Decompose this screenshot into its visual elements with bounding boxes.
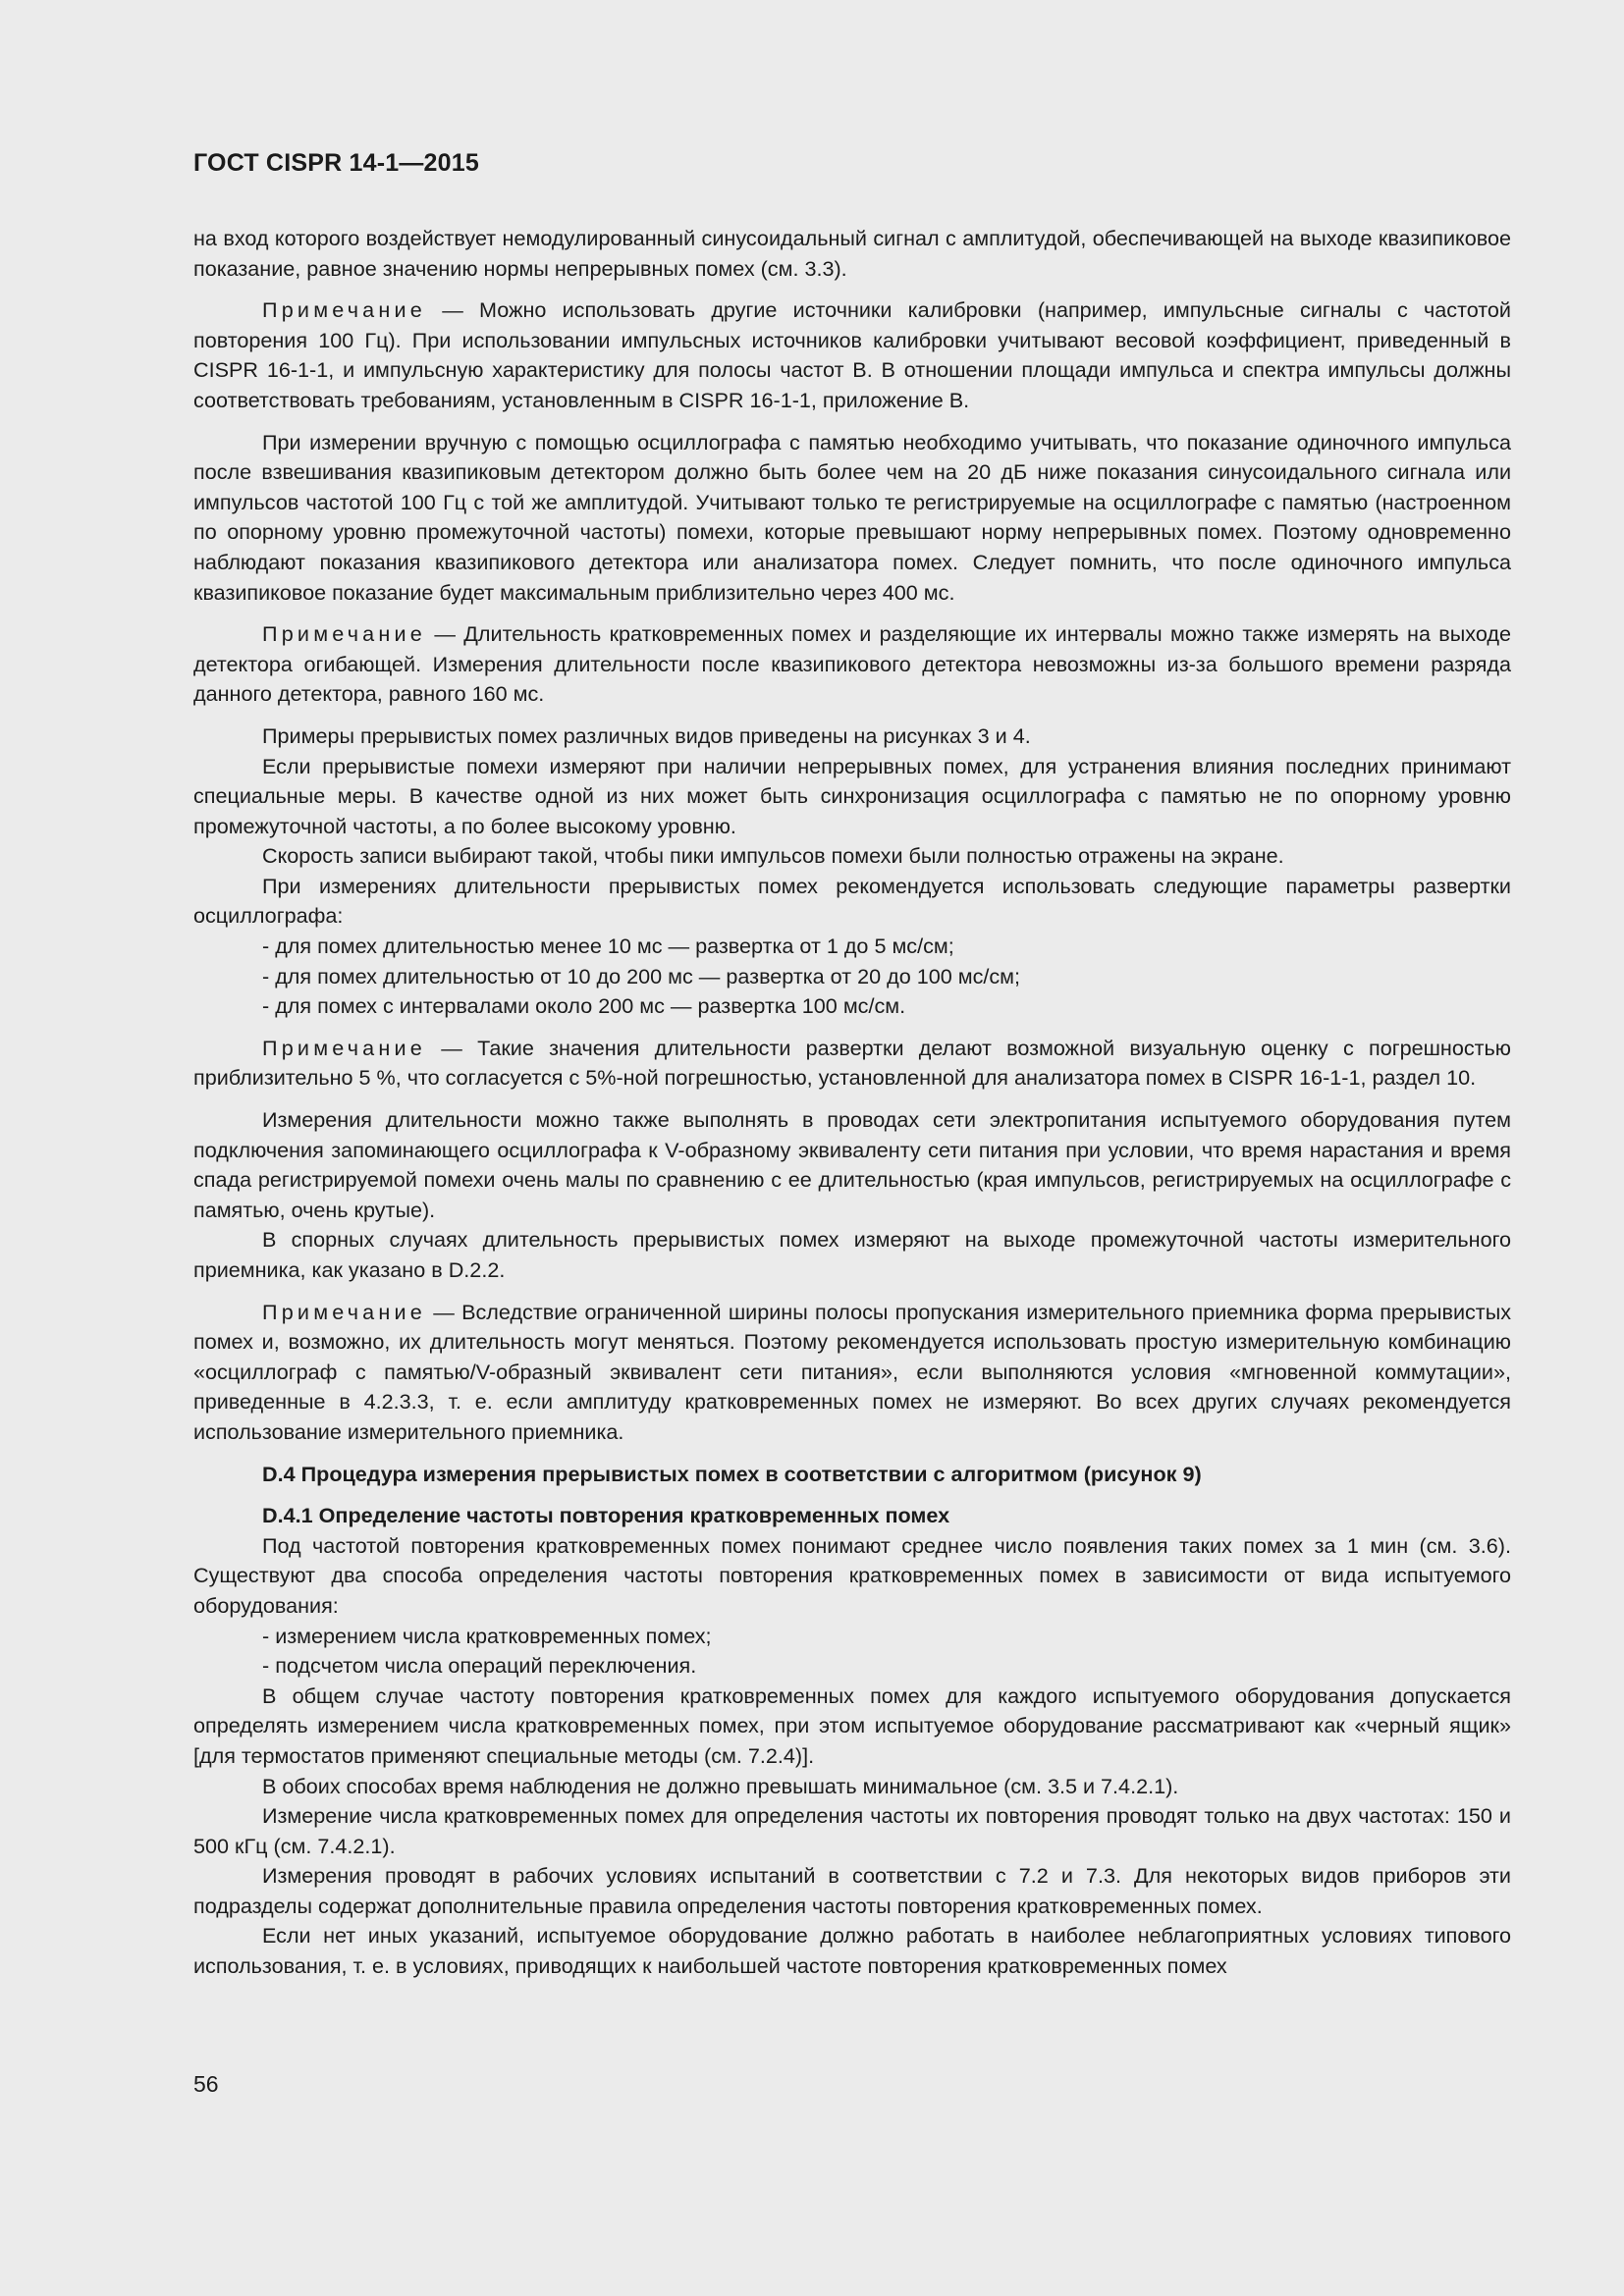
paragraph: Под частотой повторения кратковременных помех понимают среднее число появления таких помех за 1 мин (см. 3.6). Существуют два способа определения частоты повторения кратковременных помех в зависимости от вида испытуемого оборудования: (193, 1532, 1511, 1618)
list-item: - для помех длительностью менее 10 мс — развертка от 1 до 5 мс/см; (262, 934, 954, 959)
note-text: — Вследствие ограниченной ширины полосы пропускания измерительного приемника форма прерывистых помех и, возможно, их длительность могут меняться. Поэтому рекомендуется использовать простую измерительную комбинацию «осциллограф с памятью/V-образный эквивалент сети питания», если выполняются условия «мгновенной коммутации», приведенные в 4.2.3.3, т. е. если амплитуду кратковременных помех не измеряют. Во всех других случаях рекомендуется использование измерительного приемника. (193, 1299, 1512, 1444)
section-heading-d4: D.4 Процедура измерения прерывистых помех в соответствии с алгоритмом (рисунок 9) (262, 1461, 1202, 1486)
document-body (193, 224, 1511, 1982)
list-item: - для помех длительностью от 10 до 200 мс — развертка от 20 до 100 мс/см; (262, 963, 1021, 988)
note-label: Примечание (262, 297, 426, 323)
paragraph: Если прерывистые помехи измеряют при наличии непрерывных помех, для устранения влияния последних принимают специальные меры. В качестве одной из них может быть синхронизация осциллографа с памятью не по опорному уровню промежуточной частоты, а по более высокому уровню. (193, 753, 1511, 838)
paragraph: Примеры прерывистых помех различных видов приведены на рисунках 3 и 4. (262, 722, 1031, 748)
note (193, 1298, 1511, 1448)
paragraph: В обоих способах время наблюдения не должно превышать минимальное (см. 3.5 и 7.4.2.1). (262, 1773, 1179, 1798)
list-item: - для помех с интервалами около 200 мс — развертка 100 мс/см. (262, 993, 906, 1019)
list-item: - измерением числа кратковременных помех; (262, 1623, 712, 1648)
note (193, 619, 1511, 710)
paragraph: Если нет иных указаний, испытуемое оборудование должно работать в наиболее неблагоприятных условиях типового использования, т. е. в условиях, приводящих к наибольшей частоте повторения кратковременных помех (193, 1923, 1511, 1979)
paragraph: Измерение числа кратковременных помех для определения частоты их повторения проводят только на двух частотах: 150 и 500 кГц (см. 7.4.2.1). (193, 1803, 1511, 1858)
list-item: - подсчетом числа операций переключения. (262, 1653, 697, 1679)
page-number: 56 (193, 2071, 219, 2097)
note-label: Примечание (262, 1035, 426, 1060)
document-header: ГОСТ CISPR 14-1—2015 (193, 149, 479, 177)
note-text: — Длительность кратковременных помех и разделяющие их интервалы можно также измерять на выходе детектора огибающей. Измерения длительности после квазипикового детектора невозможны из-за большого времени разряда данного детектора, равного 160 мс. (193, 621, 1511, 707)
note (193, 295, 1511, 415)
paragraph: При измерении вручную с помощью осциллографа с памятью необходимо учитывать, что показание одиночного импульса после взвешивания квазипиковым детектором должно быть более чем на 20 дБ ниже показания синусоидального сигнала или импульсов частотой 100 Гц с той же амплитудой. Учитывают только те регистрируемые на осциллографе с памятью (настроенном по опорному уровню промежуточной частоты) помехи, которые превышают норму непрерывных помех. Поэтому одновременно наблюдают показания квазипикового детектора или анализатора помех. Следует помнить, что после одиночного импульса квазипиковое показание будет максимальным приблизительно через 400 мс. (193, 429, 1511, 605)
note (193, 1034, 1511, 1094)
paragraph: При измерениях длительности прерывистых помех рекомендуется использовать следующие параметры развертки осциллографа: (193, 873, 1511, 929)
paragraph: на вход которого воздействует немодулированный синусоидальный сигнал с амплитудой, обеспечивающей на выходе квазипиковое показание, равное значению нормы непрерывных помех (см. 3.3). (193, 226, 1511, 281)
note-text: — Можно использовать другие источники калибровки (например, импульсные сигналы с частотой повторения 100 Гц). При использовании импульсных источников калибровки учитывают весовой коэффициент, приведенный в CISPR 16-1-1, и импульсную характеристику для полосы частот В. В отношении площади импульса и спектра импульсы должны соответствовать требованиям, установленным в CISPR 16-1-1, приложение В. (193, 297, 1511, 412)
section-heading-d41: D.4.1 Определение частоты повторения кратковременных помех (262, 1503, 950, 1528)
note-label: Примечание (262, 1299, 426, 1324)
note-text: — Такие значения длительности развертки делают возможной визуальную оценку с погрешностью приблизительно 5 %, что согласуется с 5%-ной погрешностью, установленной для анализатора помех в CISPR 16-1-1, раздел 10. (193, 1035, 1511, 1091)
note-label: Примечание (262, 621, 426, 647)
paragraph: В общем случае частоту повторения кратковременных помех для каждого испытуемого оборудования допускается определять измерением числа кратковременных помех, при этом испытуемое оборудование рассматривают как «черный ящик» [для термостатов применяют специальные методы (см. 7.2.4)]. (193, 1682, 1511, 1768)
paragraph: Измерения длительности можно также выполнять в проводах сети электропитания испытуемого оборудования путем подключения запоминающего осциллографа к V-образному эквиваленту сети питания при условии, что время нарастания и время спада регистрируемой помехи очень малы по сравнению с ее длительностью (края импульсов, регистрируемых на осциллографе с памятью, очень крутые). (193, 1107, 1511, 1222)
paragraph: В спорных случаях длительность прерывистых помех измеряют на выходе промежуточной частоты измерительного приемника, как указано в D.2.2. (193, 1227, 1511, 1282)
paragraph: Скорость записи выбирают такой, чтобы пики импульсов помехи были полностью отражены на экране. (262, 843, 1284, 869)
paragraph: Измерения проводят в рабочих условиях испытаний в соответствии с 7.2 и 7.3. Для некоторых видов приборов эти подразделы содержат дополнительные правила определения частоты повторения кратковременных помех. (193, 1863, 1511, 1918)
